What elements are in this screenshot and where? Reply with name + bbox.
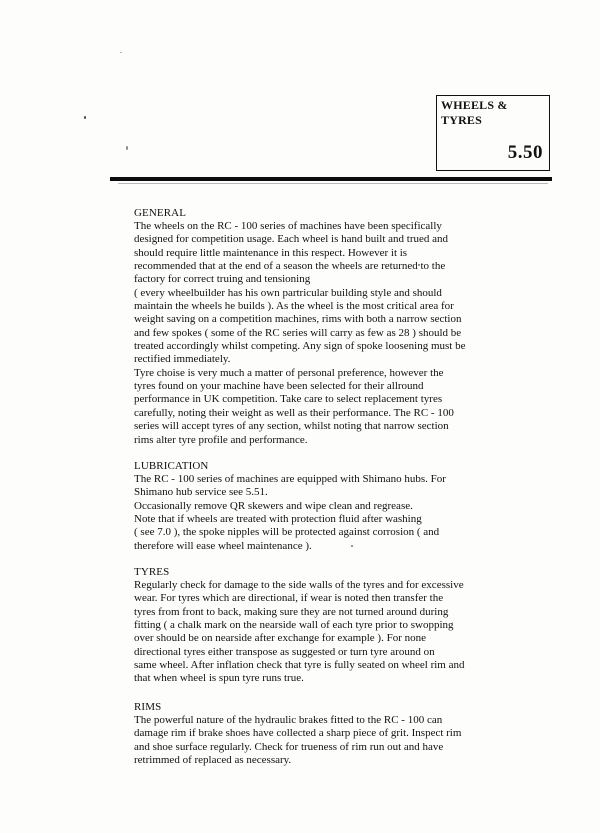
section-paragraph bbox=[134, 220, 465, 447]
text-line: Regularly check for damage to the side walls of the tyres and for excessive bbox=[134, 579, 464, 591]
section-title: WHEELS & TYRES bbox=[441, 98, 508, 127]
text-line: maintain the wheels he builds ). As the wheel is the most critical area for bbox=[134, 300, 454, 313]
text-line: factory for correct truing and tensioning bbox=[134, 273, 311, 286]
text-line: ( see 7.0 ), the spoke nipples will be protected against corrosion ( and bbox=[134, 526, 440, 539]
text-line: Occasionally remove QR skewers and wipe clean and regrease. bbox=[134, 499, 413, 512]
text-line: recommended that at the end of a season the wheels are returned to the bbox=[134, 260, 446, 273]
text-line: should require little maintenance in this respect. However it is bbox=[134, 246, 408, 259]
section-paragraph bbox=[134, 579, 465, 686]
section-general bbox=[134, 207, 465, 447]
text-line: rectified immediately. bbox=[134, 353, 231, 366]
text-line: ( every wheelbuilder has his own partricular building style and should bbox=[134, 286, 442, 299]
section-heading: TYRES bbox=[134, 566, 170, 578]
text-line: carefully, noting their weight as well as their performance. The RC - 100 bbox=[134, 406, 454, 419]
text-line: that when wheel is spun tyre runs true. bbox=[134, 672, 304, 685]
text-line: designed for competition usage. Each wheel is hand built and trued and bbox=[134, 233, 449, 246]
text-line: weight saving on a competition machines, rims with both a narrow section bbox=[134, 313, 462, 326]
scan-speck bbox=[120, 52, 122, 53]
text-line: and few spokes ( some of the RC series will carry as few as 28 ) should be bbox=[134, 326, 462, 339]
section-number: 5.50 bbox=[507, 142, 543, 163]
header-divider-shadow bbox=[118, 183, 548, 184]
text-line: series will accept tyres of any section, whilst noting that narrow section bbox=[134, 420, 449, 433]
text-line: directional tyres either transpose as suggested or turn tyre around on bbox=[134, 645, 435, 658]
text-line: tyres found on your machine have been selected for their allround bbox=[134, 380, 424, 393]
section-lubrication bbox=[134, 460, 446, 553]
section-header-box bbox=[436, 95, 550, 171]
section-heading: GENERAL bbox=[134, 207, 187, 219]
section-heading: LUBRICATION bbox=[134, 460, 209, 472]
text-line: same wheel. After inflation check that tyre is fully seated on wheel rim and bbox=[134, 659, 465, 672]
scan-speck bbox=[84, 116, 86, 119]
section-rims bbox=[134, 701, 461, 767]
text-line: rims alter tyre profile and performance. bbox=[134, 433, 308, 446]
text-line: performance in UK competition. Take care to select replacement tyres bbox=[134, 393, 443, 406]
text-line: tyres from front to back, making sure they are not turned around during bbox=[134, 605, 449, 618]
scan-speck bbox=[126, 146, 128, 150]
text-line: wear. For tyres which are directional, if wear is noted then transfer the bbox=[134, 592, 444, 605]
text-line: retrimmed of replaced as necessary. bbox=[134, 754, 292, 767]
text-line: and shoe surface regularly. Check for trueness of rim run out and have bbox=[134, 740, 444, 753]
section-heading: RIMS bbox=[134, 701, 162, 713]
text-line: treated accordingly whilst competing. Any sign of spoke loosening must be bbox=[134, 340, 466, 353]
section-paragraph bbox=[134, 473, 446, 553]
text-line: The RC - 100 series of machines are equipped with Shimano hubs. For bbox=[134, 473, 446, 485]
section-paragraph bbox=[134, 714, 461, 767]
text-line: The wheels on the RC - 100 series of machines have been specifically bbox=[134, 220, 442, 232]
section-tyres bbox=[134, 566, 465, 686]
text-line: over should be on nearside after exchange for example ). For none bbox=[134, 632, 426, 645]
text-line: fitting ( a chalk mark on the nearside wall of each tyre prior to swopping bbox=[134, 619, 454, 632]
text-line: Note that if wheels are treated with protection fluid after washing bbox=[134, 513, 422, 526]
text-line: Tyre choise is very much a matter of personal preference, however the bbox=[134, 366, 444, 379]
text-line: damage rim if brake shoes have collected a sharp piece of grit. Inspect rim bbox=[134, 727, 462, 740]
text-line: Shimano hub service see 5.51. bbox=[134, 486, 268, 499]
header-divider bbox=[110, 177, 552, 181]
text-line: therefore will ease wheel maintenance ). bbox=[134, 539, 312, 552]
text-line: The powerful nature of the hydraulic brakes fitted to the RC - 100 can bbox=[134, 714, 443, 726]
